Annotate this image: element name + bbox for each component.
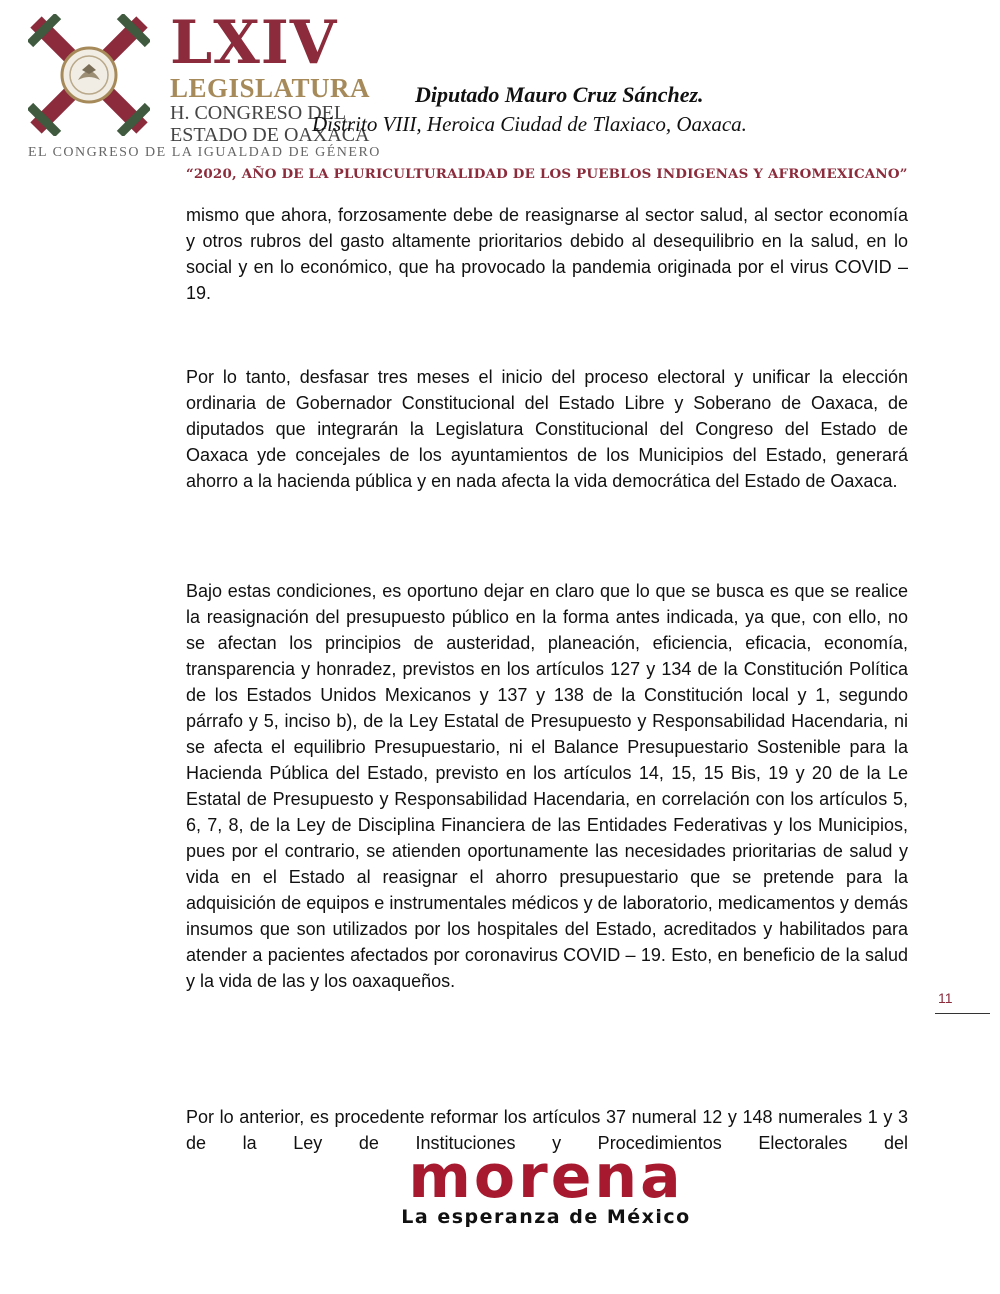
congress-line-1: H. CONGRESO DEL <box>170 102 347 124</box>
page-number: 11 <box>938 990 953 1006</box>
page-number-rule <box>935 1013 990 1014</box>
congress-line-2: ESTADO DE OAXACA <box>170 124 370 146</box>
paragraph: Por lo anterior, es procedente reformar los artículos 37 numeral 12 y 148 numerales 1 y 3 de la Ley de Instituciones y Procedimientos Electorales del <box>186 1107 908 1153</box>
year-motto: “2020, AÑO DE LA PLURICULTURALIDAD DE LOS PUEBLOS INDIGENAS Y AFROMEXICANO” <box>186 166 908 182</box>
paragraph: mismo que ahora, forzosamente debe de reasignarse al sector salud, al sector economía y otros rubros del gasto altamente prioritarios debido al desequilibrio en la salud, en lo social y en lo económico, que ha provocado la pandemia originada por el virus COVID – 19. <box>186 205 908 303</box>
party-logo <box>338 1142 754 1228</box>
party-word: morena <box>408 1142 684 1212</box>
legislature-logo <box>170 8 371 146</box>
party-slogan: La esperanza de México <box>401 1206 691 1228</box>
paragraph: Bajo estas condiciones, es oportuno dejar en claro que lo que se busca es que se realice la reasignación del presupuesto público en la forma antes indicada, ya que, con ello, no se afectan los principios de austeridad, planeación, eficiencia, eficacia, economía, transparencia y honradez, previstos en los artículos 127 y 134 de la Constitución Política de los Estados Unidos Mexicanos y 137 y 138 de la Constitución local y 1, segundo párrafo y 5, inciso b), de la Ley Estatal de Presupuesto y Responsabilidad Hacendaria, ni se afecta el equilibrio Presupuestario, ni el Balance Presupuestario Sostenible para la Hacienda Pública del Estado, previsto en los artículos 14, 15, 15 Bis, 19 y 20 de la Le Estatal de Presupuesto y Responsabilidad Hacendaria, en correlación con los artículos 5, 6, 7, 8, de la Ley de Disciplina Financiera de las Entidades Federativas y los Municipios, pues por el contrario, se atienden oportunamente las necesidades prioritarias de salud y vida en el Estado al reasignar el ahorro presupuestario que se pretende para la adquisición de equipos e instrumentales médicos y de laboratorio, medicamentos y demás insumos que son utilizados por los hospitales del Estado, acreditados y habilitados para atender a pacientes afectados por coronavirus COVID – 19. Esto, en beneficio de la salud y la vida de las y los oaxaqueños. <box>186 581 908 991</box>
deputy-district: Distrito VIII, Heroica Ciudad de Tlaxiaco, Oaxaca. <box>312 112 747 136</box>
paragraph: Por lo tanto, desfasar tres meses el inicio del proceso electoral y unificar la elección ordinaria de Gobernador Constitucional del Estado Libre y Soberano de Oaxaca, de diputados que integrarán la Legislatura Constitucional del Congreso del Estado de Oaxaca yde concejales de los ayuntamientos de los Municipios del Estado, generará ahorro a la hacienda pública y en nada afecta la vida democrática del Estado de Oaxaca. <box>186 367 908 491</box>
legislature-roman: LXIV <box>170 8 338 78</box>
deputy-name: Diputado Mauro Cruz Sánchez. <box>415 82 704 107</box>
congress-emblem-icon <box>28 14 150 136</box>
congress-tagline: EL CONGRESO DE LA IGUALDAD DE GÉNERO <box>28 145 381 160</box>
legislature-word: LEGISLATURA <box>170 73 371 103</box>
